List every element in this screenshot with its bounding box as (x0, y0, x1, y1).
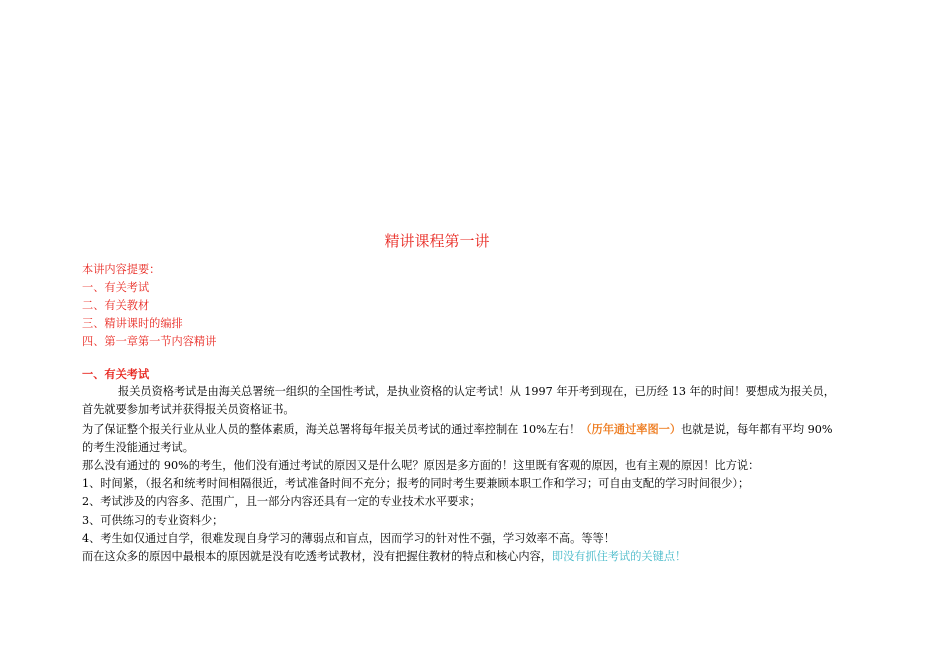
section-exam (82, 365, 872, 566)
paragraph-line: 的考生没能通过考试。 (82, 440, 194, 454)
reason-item: 1、时间紧，（报名和统考时间相隔很近，考试准备时间不充分；报考的同时考生要兼顾本职工作和学习；可自由支配的学习时间很少）； (82, 477, 750, 491)
toc-heading: 本讲内容提要： (82, 263, 161, 276)
toc-item: 三、精讲课时的编排 (82, 317, 183, 330)
key-point-highlight: 即没有抓住考试的关键点！ (551, 550, 687, 564)
section-heading: 一、有关考试 (82, 367, 150, 381)
toc-item: 二、有关教材 (82, 299, 150, 312)
page-title: 精讲课程第一讲 (384, 232, 490, 250)
pass-rate-figure-reference: （历年通过率图一） (580, 421, 682, 436)
reason-item: 3、可供练习的专业资料少； (82, 513, 224, 527)
conclusion-line (82, 548, 872, 566)
reason-item: 4、考生如仅通过自学，很难发现自身学习的薄弱点和盲点，因而学习的针对性不强，学习效率不高。等等！ (82, 531, 615, 545)
paragraph-line (82, 420, 872, 439)
toc-item: 一、有关考试 (82, 281, 150, 294)
paragraph-line: 报关员资格考试是由海关总署统一组织的全国性考试，是执业资格的认定考试！从 1997 年开考到现在，已历经 13 年的时间！要想成为报关员， (118, 385, 835, 399)
toc-item: 四、第一章第一节内容精讲 (82, 335, 217, 348)
conclusion-text: 而在这众多的原因中最根本的原因就是没有吃透考试教材，没有把握住教材的特点和核心内容， (82, 550, 552, 564)
paragraph-text: 为了保证整个报关行业从业人员的整体素质，海关总署将每年报关员考试的通过率控制在 10%左右！ (82, 422, 581, 436)
paragraph-line: 那么没有通过的 90%的考生，他们没有通过考试的原因又是什么呢？原因是多方面的！这里既有客观的原因，也有主观的原因！比方说： (82, 459, 760, 473)
toc (82, 261, 216, 351)
reason-item: 2、考试涉及的内容多、范围广，且一部分内容还具有一定的专业技术水平要求； (82, 495, 481, 509)
paragraph-line: 首先就要参加考试并获得报关员资格证书。 (82, 403, 295, 417)
paragraph-text: 也就是说，每年都有平均 90% (681, 422, 833, 436)
